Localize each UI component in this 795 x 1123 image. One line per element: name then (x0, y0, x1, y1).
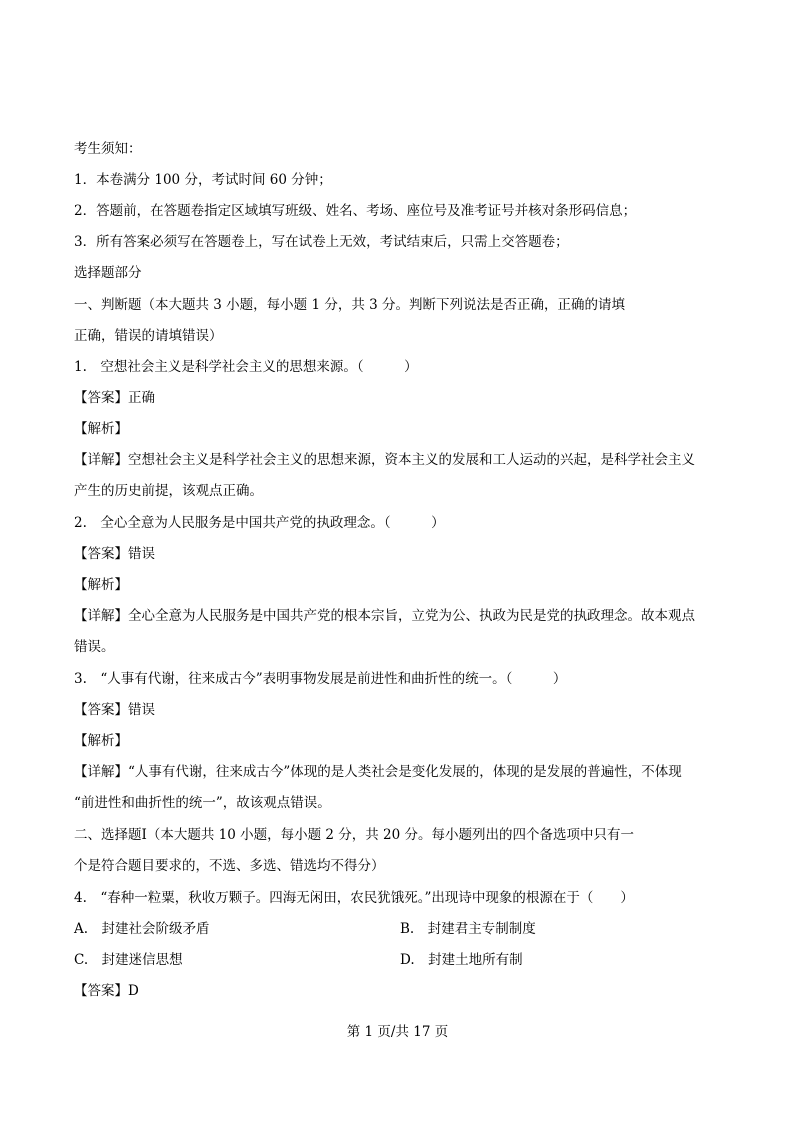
detail-tag: 【详解】 (74, 608, 128, 624)
option-d: D. 封建土地所有制 (400, 952, 523, 968)
question-2-detail-line1 (74, 606, 695, 626)
question-4-stem: 4. “春种一粒粟，秋收万颗子。四海无闲田，农民犹饿死。”出现诗中现象的根源在于（ ） (74, 890, 634, 906)
question-3-detail-line1 (74, 762, 682, 782)
part1-heading-line2: 正确，错误的请填错误） (74, 328, 223, 344)
section-heading: 选择题部分 (74, 265, 142, 281)
question-1-answer (74, 388, 155, 408)
part1-heading-line1: 一、判断题（本大题共 3 小题，每小题 1 分，共 3 分。判断下列说法是否正确，正确的请填 (74, 297, 626, 313)
answer-value: D (128, 983, 139, 999)
question-4-answer (74, 981, 139, 1001)
detail-text: 全心全意为人民服务是中国共产党的根本宗旨，立党为公、执政为民是党的执政理念。故本观点 (128, 608, 695, 624)
detail-tag: 【详解】 (74, 452, 128, 468)
question-1-detail-line2: 产生的历史前提，该观点正确。 (74, 483, 263, 499)
answer-value: 错误 (128, 546, 155, 562)
question-2-analysis-tag: 【解析】 (74, 577, 128, 593)
detail-text: 空想社会主义是科学社会主义的思想来源，资本主义的发展和工人运动的兴起，是科学社会主义 (128, 452, 695, 468)
question-3-analysis-tag: 【解析】 (74, 733, 128, 749)
notice-item-1: 1．本卷满分 100 分，考试时间 60 分钟； (74, 172, 332, 188)
answer-tag: 【答案】 (74, 390, 128, 406)
option-b: B. 封建君主专制制度 (400, 921, 536, 937)
option-c: C. 封建迷信思想 (74, 952, 183, 968)
detail-text: “人事有代谢，往来成古今”体现的是人类社会是变化发展的，体现的是发展的普遍性，不体现 (128, 764, 682, 780)
answer-tag: 【答案】 (74, 546, 128, 562)
question-1-analysis-tag: 【解析】 (74, 421, 128, 437)
notice-title: 考生须知： (74, 141, 142, 157)
question-1-detail-line1 (74, 450, 695, 470)
part2-heading-line2: 个是符合题目要求的，不选、多选、错选均不得分） (74, 858, 385, 874)
question-3-answer (74, 700, 155, 720)
notice-item-2: 2．答题前，在答题卷指定区域填写班级、姓名、考场、座位号及准考证号并核对条形码信息； (74, 203, 637, 219)
answer-value: 错误 (128, 702, 155, 718)
answer-tag: 【答案】 (74, 702, 128, 718)
question-3-stem: 3. “人事有代谢，往来成古今”表明事物发展是前进性和曲折性的统一。（ ） (74, 671, 567, 687)
page-number: 第 1 页/共 17 页 (346, 1024, 449, 1040)
detail-tag: 【详解】 (74, 764, 128, 780)
option-a: A. 封建社会阶级矛盾 (74, 921, 210, 937)
answer-value: 正确 (128, 390, 155, 406)
question-1-stem: 1. 空想社会主义是科学社会主义的思想来源。（ ） (74, 359, 418, 375)
notice-item-3: 3．所有答案必须写在答题卷上，写在试卷上无效，考试结束后，只需上交答题卷； (74, 234, 569, 250)
question-2-answer (74, 544, 155, 564)
answer-tag: 【答案】 (74, 983, 128, 999)
question-3-detail-line2: “前进性和曲折性的统一”，故该观点错误。 (74, 795, 331, 811)
question-2-detail-line2: 错误。 (74, 639, 115, 655)
question-2-stem: 2. 全心全意为人民服务是中国共产党的执政理念。（ ） (74, 515, 445, 531)
part2-heading-line1: 二、选择题Ⅰ（本大题共 10 小题，每小题 2 分，共 20 分。每小题列出的四个备选项中只有一 (74, 827, 635, 843)
